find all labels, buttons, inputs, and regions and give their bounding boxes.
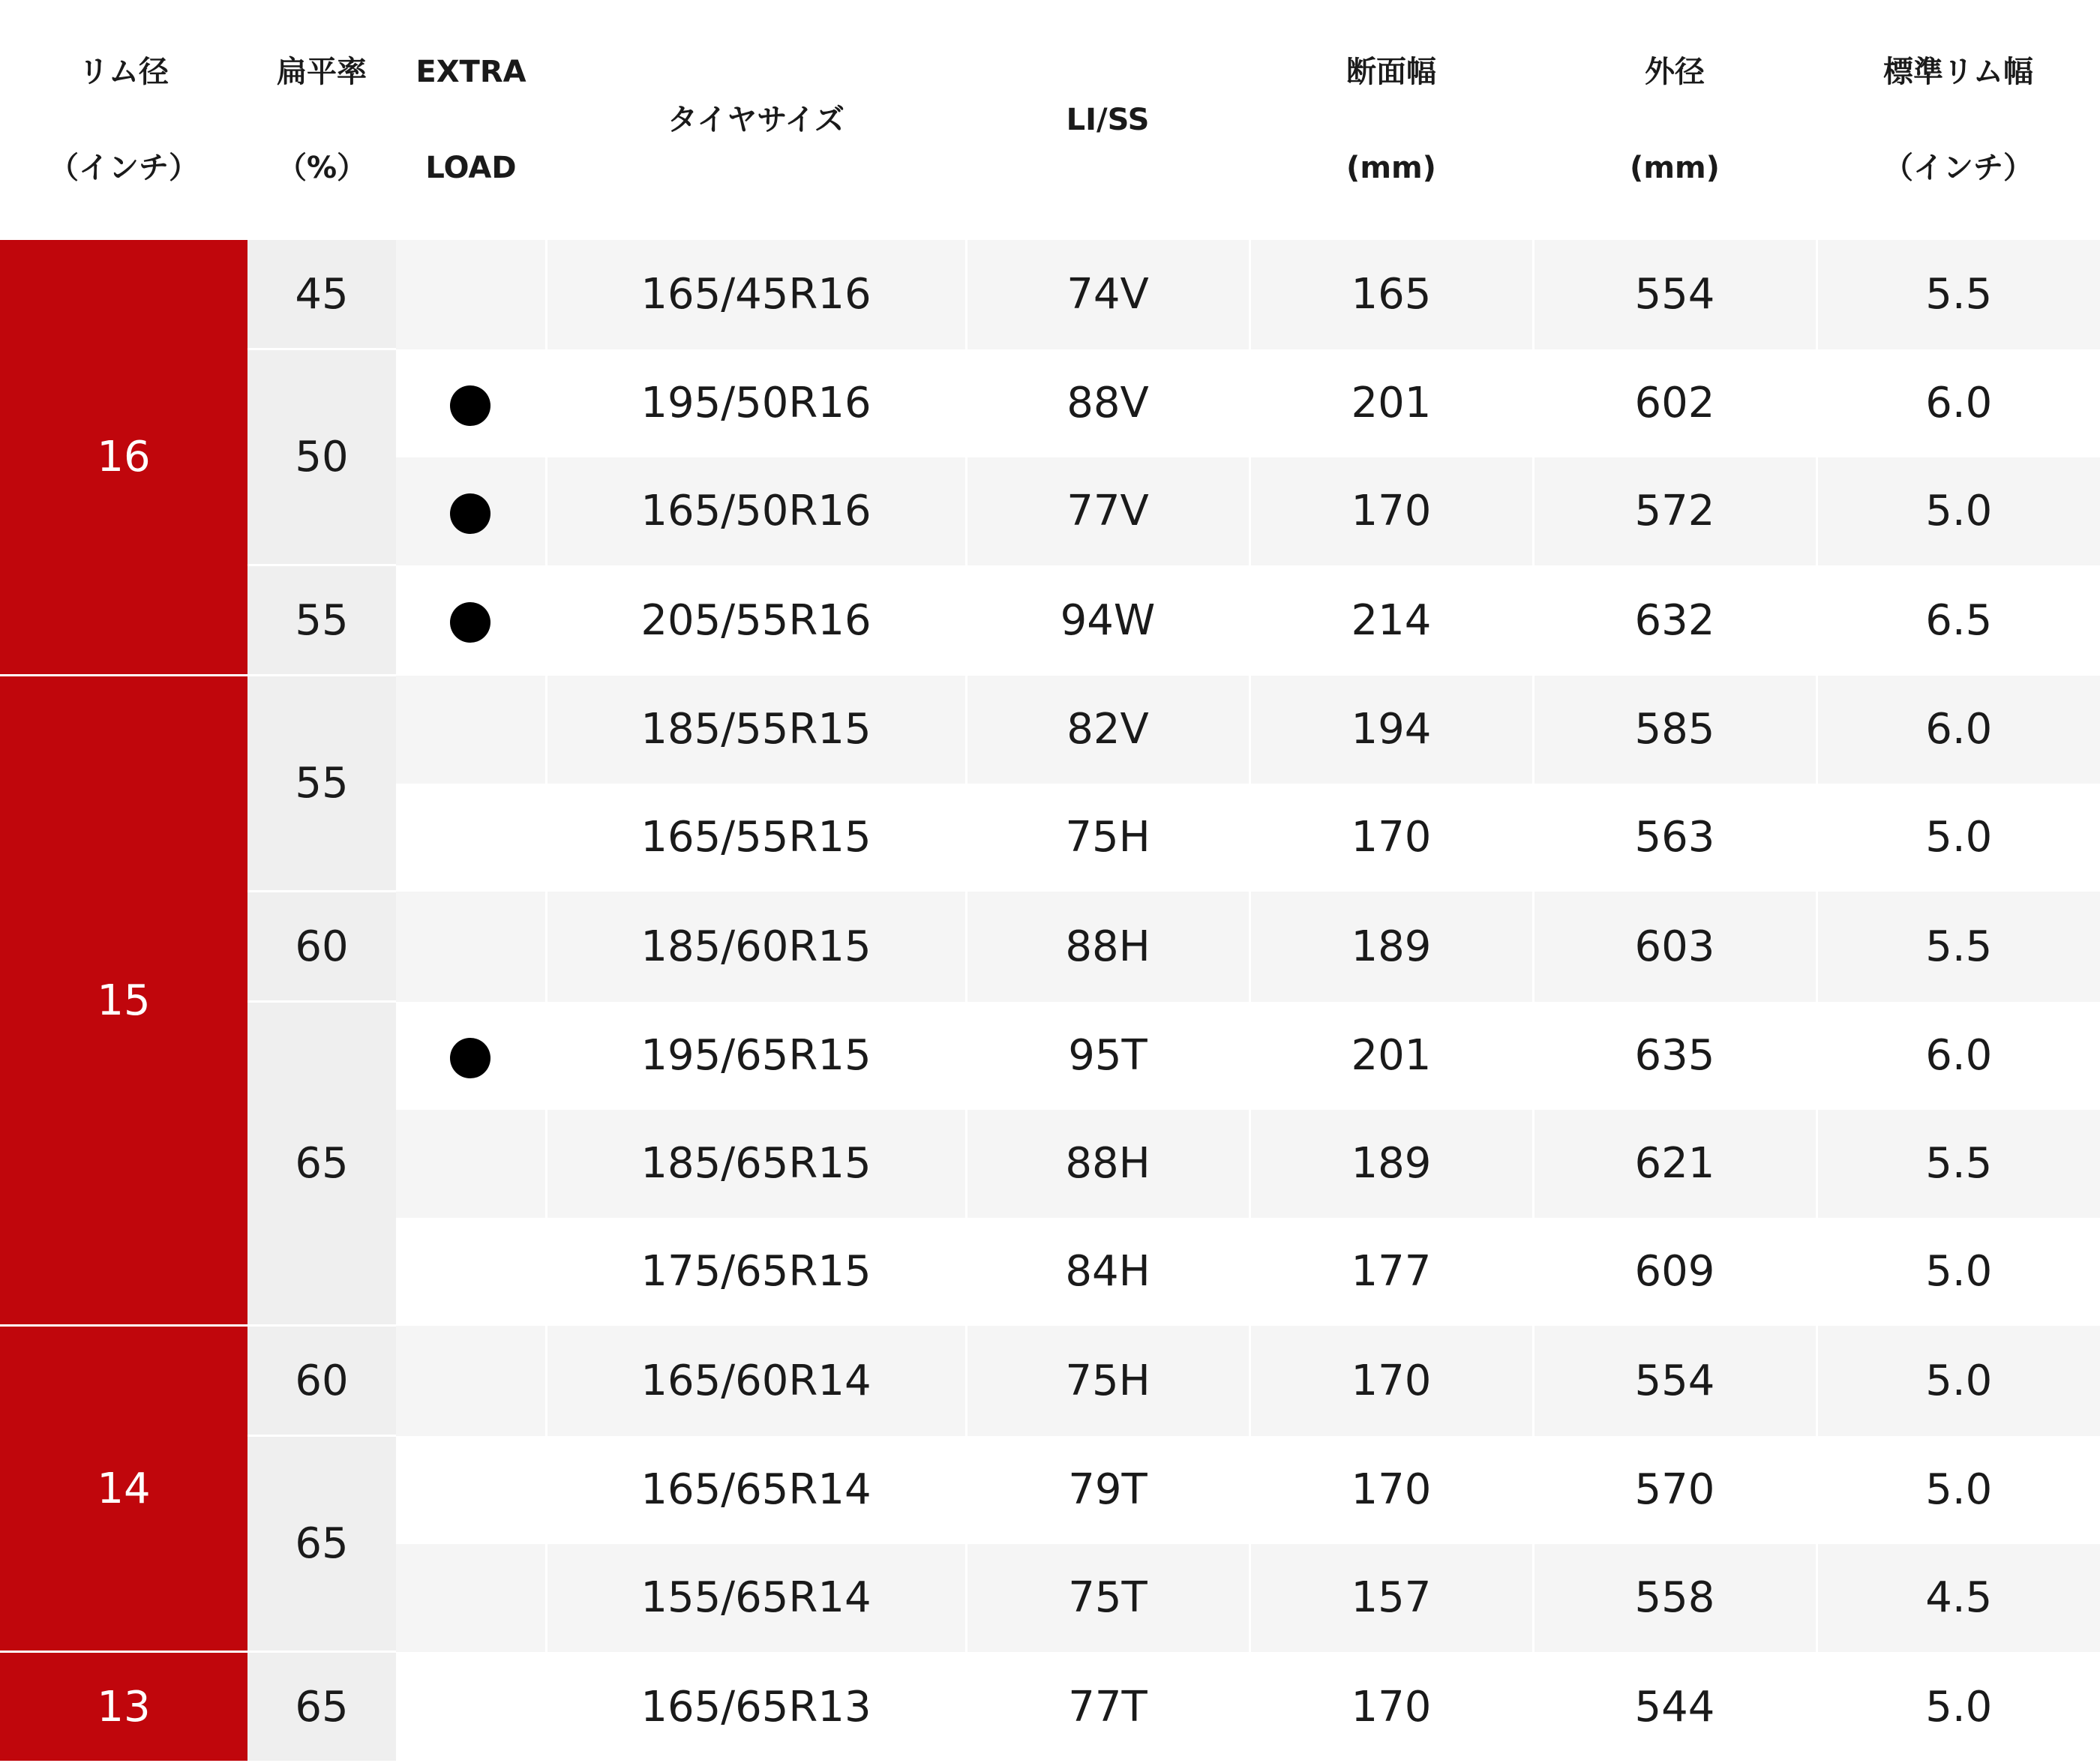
tire-size-cell: 185/60R15 [546, 892, 966, 1002]
tire-size-cell: 165/45R16 [546, 240, 966, 349]
extra-load-cell [396, 1110, 546, 1218]
tire-size-cell: 205/55R16 [546, 565, 966, 676]
table-header [0, 0, 2100, 240]
aspect-ratio-cell: 50 [248, 349, 396, 565]
header-aspect-ratio-line2: （%） [276, 151, 368, 185]
header-section-width [1250, 0, 1533, 240]
standard-rim-width-cell: 5.5 [1816, 240, 2100, 349]
header-extra-load-line1: EXTRA [416, 55, 526, 89]
table-row [0, 240, 2100, 349]
table-row [0, 892, 2100, 1002]
section-width-cell: 170 [1250, 1326, 1533, 1436]
li-ss-cell: 84H [966, 1218, 1250, 1326]
aspect-ratio-cell: 65 [248, 1436, 396, 1652]
extra-load-cell [396, 1436, 546, 1544]
outer-diameter-cell: 609 [1533, 1218, 1816, 1326]
header-li-ss-line1: LI/SS [1066, 103, 1150, 137]
section-width-cell: 189 [1250, 1110, 1533, 1218]
extra-load-cell [396, 1326, 546, 1436]
aspect-ratio-cell: 55 [248, 565, 396, 676]
outer-diameter-cell: 558 [1533, 1544, 1816, 1652]
li-ss-cell: 75H [966, 784, 1250, 892]
li-ss-cell: 88H [966, 1110, 1250, 1218]
header-outer-diameter [1533, 0, 1816, 240]
extra-load-dot-icon [450, 1038, 490, 1078]
standard-rim-width-cell: 5.5 [1816, 1110, 2100, 1218]
outer-diameter-cell: 563 [1533, 784, 1816, 892]
section-width-cell: 170 [1250, 784, 1533, 892]
extra-load-cell [396, 1002, 546, 1110]
outer-diameter-cell: 544 [1533, 1652, 1816, 1762]
aspect-ratio-cell: 55 [248, 676, 396, 892]
header-rim-diameter [0, 0, 248, 240]
rim-diameter-cell: 16 [0, 240, 248, 676]
standard-rim-width-cell: 6.0 [1816, 1002, 2100, 1110]
outer-diameter-cell: 632 [1533, 565, 1816, 676]
li-ss-cell: 88H [966, 892, 1250, 1002]
aspect-ratio-cell: 65 [248, 1002, 396, 1326]
header-rim-diameter-line1: リム径 [79, 55, 169, 89]
tire-size-cell: 155/65R14 [546, 1544, 966, 1652]
section-width-cell: 157 [1250, 1544, 1533, 1652]
header-aspect-ratio-line1: 扁平率 [277, 55, 367, 89]
outer-diameter-cell: 554 [1533, 1326, 1816, 1436]
standard-rim-width-cell: 5.0 [1816, 784, 2100, 892]
li-ss-cell: 88V [966, 349, 1250, 457]
tire-size-cell: 165/65R14 [546, 1436, 966, 1544]
section-width-cell: 170 [1250, 1436, 1533, 1544]
header-extra-load [396, 0, 546, 240]
tire-size-cell: 175/65R15 [546, 1218, 966, 1326]
extra-load-cell [396, 240, 546, 349]
li-ss-cell: 82V [966, 676, 1250, 784]
section-width-cell: 214 [1250, 565, 1533, 676]
standard-rim-width-cell: 5.5 [1816, 892, 2100, 1002]
extra-load-cell [396, 1544, 546, 1652]
standard-rim-width-cell: 4.5 [1816, 1544, 2100, 1652]
rim-diameter-cell: 15 [0, 676, 248, 1326]
section-width-cell: 201 [1250, 349, 1533, 457]
extra-load-cell [396, 892, 546, 1002]
outer-diameter-cell: 570 [1533, 1436, 1816, 1544]
li-ss-cell: 75T [966, 1544, 1250, 1652]
header-outer-diameter-line1: 外径 [1645, 55, 1705, 89]
extra-load-cell [396, 565, 546, 676]
header-tire-size-line1: タイヤサイズ [668, 103, 844, 137]
header-extra-load-line2: LOAD [425, 151, 517, 185]
outer-diameter-cell: 554 [1533, 240, 1816, 349]
table-row [0, 1326, 2100, 1436]
extra-load-dot-icon [450, 385, 490, 426]
section-width-cell: 170 [1250, 1652, 1533, 1762]
aspect-ratio-cell: 60 [248, 1326, 396, 1436]
extra-load-dot-icon [450, 602, 490, 643]
table-row [0, 349, 2100, 457]
tire-size-cell: 195/50R16 [546, 349, 966, 457]
aspect-ratio-cell: 45 [248, 240, 396, 349]
standard-rim-width-cell: 6.0 [1816, 676, 2100, 784]
header-aspect-ratio [248, 0, 396, 240]
header-rim-diameter-line2: （インチ） [49, 151, 199, 185]
standard-rim-width-cell: 5.0 [1816, 1218, 2100, 1326]
tire-size-cell: 185/55R15 [546, 676, 966, 784]
table-row [0, 1002, 2100, 1110]
rim-diameter-cell: 14 [0, 1326, 248, 1652]
tire-size-cell: 165/55R15 [546, 784, 966, 892]
outer-diameter-cell: 603 [1533, 892, 1816, 1002]
extra-load-cell [396, 457, 546, 565]
header-standard-rim-width-line1: 標準リム幅 [1883, 55, 2033, 89]
outer-diameter-cell: 572 [1533, 457, 1816, 565]
header-li-ss [966, 0, 1250, 240]
header-row [0, 0, 2100, 240]
standard-rim-width-cell: 5.0 [1816, 1436, 2100, 1544]
li-ss-cell: 77V [966, 457, 1250, 565]
tire-size-cell: 165/65R13 [546, 1652, 966, 1762]
standard-rim-width-cell: 5.0 [1816, 1652, 2100, 1762]
extra-load-cell [396, 349, 546, 457]
tire-size-cell: 195/65R15 [546, 1002, 966, 1110]
table-row [0, 676, 2100, 784]
li-ss-cell: 79T [966, 1436, 1250, 1544]
table-row [0, 1652, 2100, 1762]
li-ss-cell: 94W [966, 565, 1250, 676]
outer-diameter-cell: 602 [1533, 349, 1816, 457]
standard-rim-width-cell: 6.0 [1816, 349, 2100, 457]
header-standard-rim-width-line2: （インチ） [1883, 151, 2033, 185]
table-row [0, 1436, 2100, 1544]
tire-size-cell: 165/60R14 [546, 1326, 966, 1436]
standard-rim-width-cell: 6.5 [1816, 565, 2100, 676]
extra-load-dot-icon [450, 493, 490, 534]
aspect-ratio-cell: 60 [248, 892, 396, 1002]
header-outer-diameter-line2: (mm) [1630, 151, 1720, 185]
table-row [0, 565, 2100, 676]
li-ss-cell: 74V [966, 240, 1250, 349]
section-width-cell: 170 [1250, 457, 1533, 565]
rim-diameter-cell: 13 [0, 1652, 248, 1762]
header-standard-rim-width [1816, 0, 2100, 240]
header-tire-size [546, 0, 966, 240]
section-width-cell: 177 [1250, 1218, 1533, 1326]
extra-load-cell [396, 676, 546, 784]
section-width-cell: 165 [1250, 240, 1533, 349]
standard-rim-width-cell: 5.0 [1816, 1326, 2100, 1436]
header-section-width-line1: 断面幅 [1346, 55, 1436, 89]
section-width-cell: 189 [1250, 892, 1533, 1002]
tire-size-cell: 185/65R15 [546, 1110, 966, 1218]
outer-diameter-cell: 621 [1533, 1110, 1816, 1218]
header-section-width-line2: (mm) [1346, 151, 1436, 185]
outer-diameter-cell: 585 [1533, 676, 1816, 784]
li-ss-cell: 75H [966, 1326, 1250, 1436]
outer-diameter-cell: 635 [1533, 1002, 1816, 1110]
extra-load-cell [396, 1218, 546, 1326]
tire-size-cell: 165/50R16 [546, 457, 966, 565]
section-width-cell: 194 [1250, 676, 1533, 784]
li-ss-cell: 95T [966, 1002, 1250, 1110]
extra-load-cell [396, 1652, 546, 1762]
extra-load-cell [396, 784, 546, 892]
standard-rim-width-cell: 5.0 [1816, 457, 2100, 565]
table-body [0, 240, 2100, 1762]
li-ss-cell: 77T [966, 1652, 1250, 1762]
section-width-cell: 201 [1250, 1002, 1533, 1110]
aspect-ratio-cell: 65 [248, 1652, 396, 1762]
